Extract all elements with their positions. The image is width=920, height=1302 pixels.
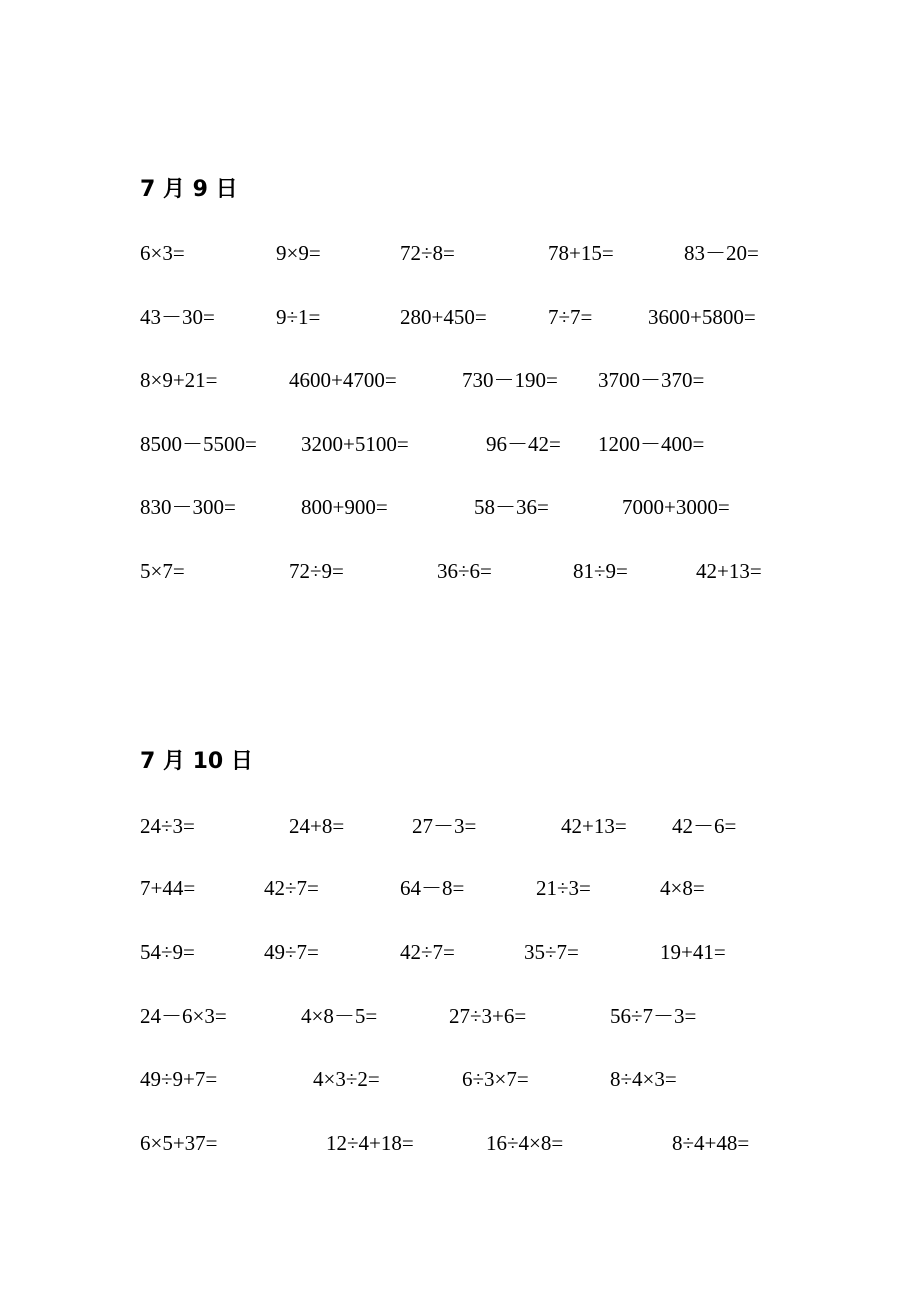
problem: 24－6×3= [140, 1004, 227, 1028]
problem: 4×3÷2= [313, 1067, 380, 1091]
problem: 43－30= [140, 305, 215, 329]
problem: 19+41= [660, 940, 726, 964]
problem: 730－190= [462, 368, 558, 392]
problem: 5×7= [140, 559, 185, 583]
problem: 42÷7= [400, 940, 455, 964]
problem: 8÷4×3= [610, 1067, 677, 1091]
problem: 800+900= [301, 495, 388, 519]
problem: 9×9= [276, 241, 321, 265]
problem: 24÷3= [140, 814, 195, 838]
problem: 16÷4×8= [486, 1131, 564, 1155]
problem: 7÷7= [548, 305, 593, 329]
problem: 8500－5500= [140, 432, 257, 456]
day-title-july-10: 7 月 10 日 [140, 749, 253, 774]
problem: 9÷1= [276, 305, 321, 329]
problem: 4×8= [660, 876, 705, 900]
problem: 42+13= [561, 814, 627, 838]
problem: 35÷7= [524, 940, 579, 964]
problem: 27÷3+6= [449, 1004, 527, 1028]
problem: 81÷9= [573, 559, 628, 583]
problem: 3600+5800= [648, 305, 756, 329]
problem: 49÷9+7= [140, 1067, 218, 1091]
problem: 54÷9= [140, 940, 195, 964]
problem: 1200－400= [598, 432, 705, 456]
problem: 72÷9= [289, 559, 344, 583]
problem: 56÷7－3= [610, 1004, 697, 1028]
problem: 8×9+21= [140, 368, 218, 392]
problem: 42－6= [672, 814, 737, 838]
problem: 21÷3= [536, 876, 591, 900]
problem: 64－8= [400, 876, 465, 900]
problem: 6÷3×7= [462, 1067, 529, 1091]
problem: 49÷7= [264, 940, 319, 964]
problem: 42+13= [696, 559, 762, 583]
day-title-july-9: 7 月 9 日 [140, 177, 238, 202]
problem: 4×8－5= [301, 1004, 378, 1028]
problem: 830－300= [140, 495, 236, 519]
problem: 42÷7= [264, 876, 319, 900]
problem: 7000+3000= [622, 495, 730, 519]
problem: 4600+4700= [289, 368, 397, 392]
problem: 24+8= [289, 814, 345, 838]
problem: 6×3= [140, 241, 185, 265]
problem: 58－36= [474, 495, 549, 519]
problem: 78+15= [548, 241, 614, 265]
problem: 36÷6= [437, 559, 492, 583]
problem: 72÷8= [400, 241, 455, 265]
problem: 83－20= [684, 241, 759, 265]
problem: 3200+5100= [301, 432, 409, 456]
problem: 7+44= [140, 876, 196, 900]
problem: 3700－370= [598, 368, 705, 392]
problem: 8÷4+48= [672, 1131, 750, 1155]
problem: 280+450= [400, 305, 487, 329]
problem: 96－42= [486, 432, 561, 456]
problem: 6×5+37= [140, 1131, 218, 1155]
problem: 27－3= [412, 814, 477, 838]
problem: 12÷4+18= [326, 1131, 414, 1155]
